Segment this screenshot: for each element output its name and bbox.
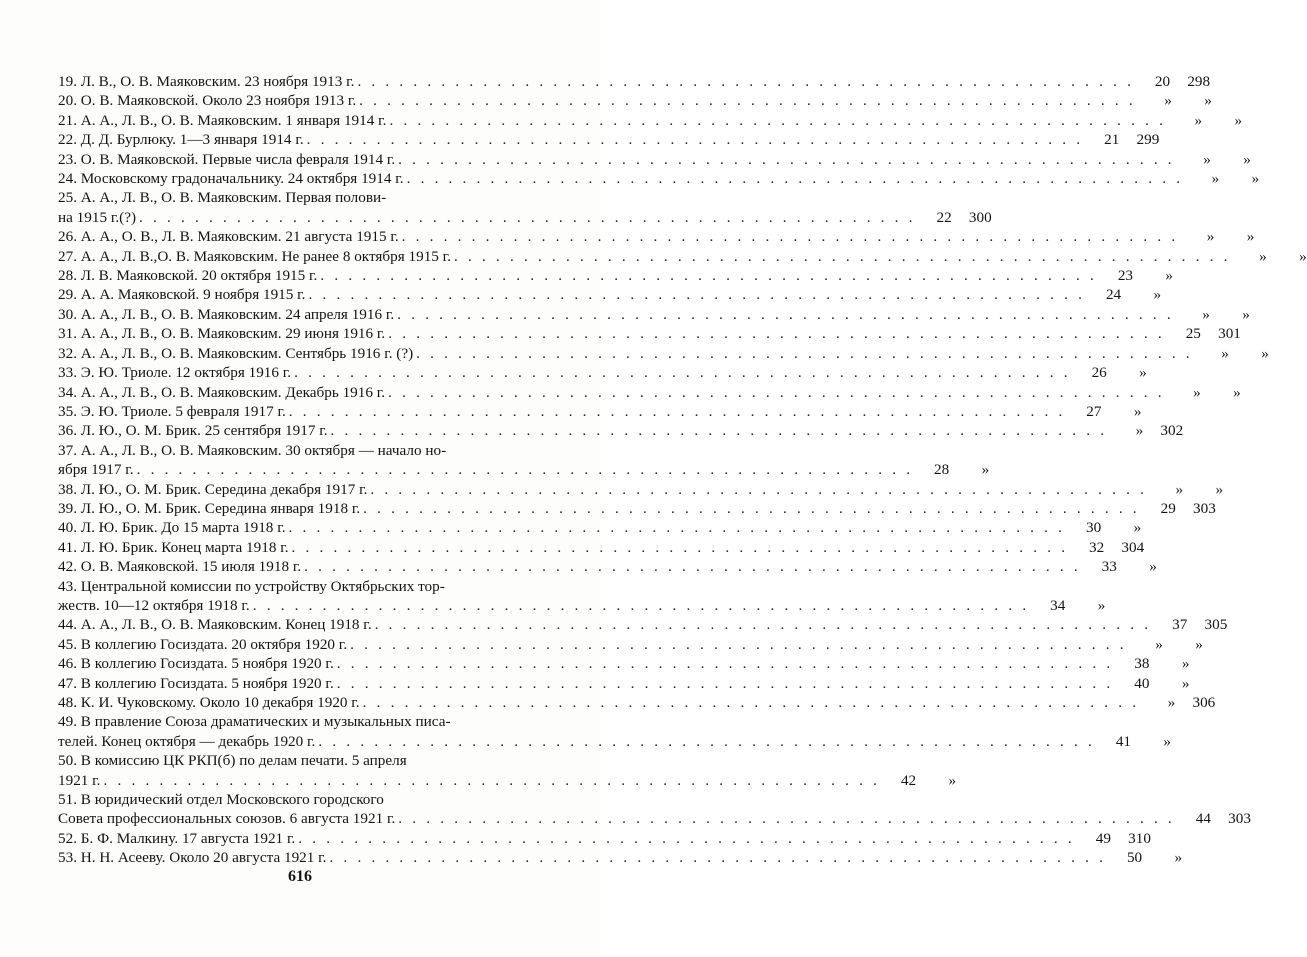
notes-page-number: » [1181,655,1190,673]
entry-title: 46. В коллегию Госиздата. 5 ноября 1920 г. [58,655,334,673]
letter-page-number: 25 [1185,325,1201,343]
entry-title: 53. Н. Н. Асееву. Около 20 августа 1921 г. [58,849,327,867]
dot-leader: . . . . . . . . . . . . . . . . . . . . . . . . . . . . . . . . . . . . . . . . . . . . . . . . . . . . . . . . [298,829,1075,847]
entry-row [58,130,1160,149]
letter-page-number: 32 [1089,538,1105,556]
letter-page-number: 50 [1126,849,1143,867]
dot-leader: . . . . . . . . . . . . . . . . . . . . . . . . . . . . . . . . . . . . . . . . . . . . . . . . . . . . . . . . [374,616,1152,634]
letter-page-number: 40 [1134,674,1150,692]
notes-page-number: » [1174,849,1183,867]
notes-page-number: 302 [1160,422,1184,440]
letter-page-number: 28 [934,461,950,479]
letter-page-number: » [1164,92,1172,110]
letter-page-number: » [1221,344,1229,362]
dot-leader: . . . . . . . . . . . . . . . . . . . . . . . . . . . . . . . . . . . . . . . . . . . . . . . . . . . . . . . . [330,422,1108,440]
notes-page-number: 300 [968,208,992,226]
entry-title: 36. Л. Ю., О. М. Брик. 25 сентября 1917 г. [58,422,328,440]
dot-leader: . . . . . . . . . . . . . . . . . . . . . . . . . . . . . . . . . . . . . . . . . . . . . . . . . . . . . . . . [357,73,1135,90]
letter-page-number: » [1211,170,1220,188]
notes-page-number: » [1299,247,1307,265]
letter-page-number: » [1135,422,1144,440]
letter-page-number: 20 [1154,73,1171,90]
letter-page-number: 30 [1085,519,1102,537]
letter-page-number: 33 [1101,558,1117,576]
letter-page-number: 42 [900,771,917,789]
dot-leader: . . . . . . . . . . . . . . . . . . . . . . . . . . . . . . . . . . . . . . . . . . . . . . . . . . . . . . . . [398,810,1175,828]
toc-entry [58,654,1190,673]
entry-row [58,285,1162,304]
notes-page-number: » [1139,364,1147,382]
toc-entry [58,111,1243,130]
notes-page-number: » [1153,286,1162,304]
entry-row [58,771,957,790]
entry-title: 47. В коллегию Госиздата. 5 ноября 1920 г. [58,674,334,692]
dot-leader: . . . . . . . . . . . . . . . . . . . . . . . . . . . . . . . . . . . . . . . . . . . . . . . . . . . . . . . . [288,519,1066,537]
notes-page-number: 303 [1193,499,1216,517]
notes-page-number: » [1133,519,1142,537]
entry-title: 41. Л. Ю. Брик. Конец марта 1918 г. [58,538,289,556]
notes-page-number: » [1242,305,1250,323]
entry-title: 34. А. А., Л. В., О. В. Маяковским. Декабрь 1916 г. [58,383,386,401]
entry-title: 33. Э. Ю. Триоле. 12 октября 1916 г. [58,364,292,382]
notes-page-number: » [1215,480,1224,498]
letter-page-number: » [1206,228,1215,246]
notes-page-number: 298 [1187,73,1211,90]
notes-page-number: » [1234,111,1243,129]
toc-entry [58,499,1216,518]
dot-leader: . . . . . . . . . . . . . . . . . . . . . . . . . . . . . . . . . . . . . . . . . . . . . . . . . . . . . . . . [397,305,1174,323]
entry-title: 38. Л. Ю., О. М. Брик. Середина декабря 1917 г. [58,480,368,498]
toc-entry [58,518,1142,537]
entry-text-line: 25. А. А., Л. В., О. В. Маяковским. Первая полови- [58,189,387,207]
entry-title: 40. Л. Ю. Брик. До 15 марта 1918 г. [58,519,286,537]
entry-title: 31. А. А., Л. В., О. В. Маяковским. 29 июня 1916 г. [58,325,386,343]
toc-entry [58,266,1173,285]
dot-leader: . . . . . . . . . . . . . . . . . . . . . . . . . . . . . . . . . . . . . . . . . . . . . . . . . . . . . . . . [363,499,1140,517]
entry-row [58,557,1157,576]
entry-title: Совета профессиональных союзов. 6 августа 1921 г. [58,810,396,828]
notes-page-number: » [1243,150,1251,168]
toc-entry [58,188,992,227]
entry-title: 44. А. А., Л. В., О. В. Маяковским. Конец 1918 г. [58,616,372,634]
entry-title: телей. Конец октября — декабрь 1920 г. [58,732,316,750]
notes-page-number: » [1246,228,1255,246]
notes-page-number: » [1163,732,1172,750]
notes-page-number: » [1195,635,1203,653]
dot-leader: . . . . . . . . . . . . . . . . . . . . . . . . . . . . . . . . . . . . . . . . . . . . . . . . . . . . . . . . [320,267,1097,285]
entry-row [58,324,1241,343]
letter-page-number: 24 [1105,286,1122,304]
entry-row [58,208,992,227]
entry-title: 52. Б. Ф. Малкину. 17 августа 1921 г. [58,829,296,847]
dot-leader: . . . . . . . . . . . . . . . . . . . . . . . . . . . . . . . . . . . . . . . . . . . . . . . . . . . . . . . . [318,732,1096,750]
entry-row [58,150,1251,169]
entry-title: 39. Л. Ю., О. М. Брик. Середина января 1918 г. [58,499,361,517]
letter-page-number: » [1193,383,1201,401]
entry-row [58,111,1243,130]
toc-entry [58,305,1250,324]
notes-page-number: » [981,461,990,479]
dot-leader: . . . . . . . . . . . . . . . . . . . . . . . . . . . . . . . . . . . . . . . . . . . . . . . . . . . . . . . . [103,771,881,789]
entry-row [58,344,1269,363]
toc-entry [58,421,1184,440]
dot-leader: . . . . . . . . . . . . . . . . . . . . . . . . . . . . . . . . . . . . . . . . . . . . . . . . . . . . . . . . [401,228,1179,246]
notes-page-number: 306 [1192,694,1216,711]
entry-title: 48. К. И. Чуковскому. Около 10 декабря 1920 г. [58,694,360,711]
entry-title: 35. Э. Ю. Триоле. 5 февраля 1917 г. [58,402,286,420]
toc-entry [58,441,990,480]
toc-entry [58,577,1106,616]
toc-entry [58,751,957,790]
table-of-contents [58,72,1307,868]
entry-row [58,460,990,479]
dot-leader: . . . . . . . . . . . . . . . . . . . . . . . . . . . . . . . . . . . . . . . . . . . . . . . . . . . . . . . . [336,655,1114,673]
dot-leader: . . . . . . . . . . . . . . . . . . . . . . . . . . . . . . . . . . . . . . . . . . . . . . . . . . . . . . . . [416,344,1193,362]
entry-row [58,848,1183,867]
dot-leader: . . . . . . . . . . . . . . . . . . . . . . . . . . . . . . . . . . . . . . . . . . . . . . . . . . . . . . . . [370,480,1148,498]
letter-page-number: 22 [936,208,952,226]
entry-row [58,247,1307,266]
entry-title: 32. А. А., Л. В., О. В. Маяковским. Сентябрь 1916 г. (?) [58,344,414,362]
toc-entry [58,538,1145,557]
entry-text-line: 50. В комиссию ЦК РКП(б) по делам печати. 5 апреля [58,752,407,770]
dot-leader: . . . . . . . . . . . . . . . . . . . . . . . . . . . . . . . . . . . . . . . . . . . . . . . . . . . . . . . . [139,208,916,226]
dot-leader: . . . . . . . . . . . . . . . . . . . . . . . . . . . . . . . . . . . . . . . . . . . . . . . . . . . . . . . . [288,402,1066,420]
entry-title: жеств. 10—12 октября 1918 г. [58,596,250,614]
entry-row [58,72,1211,91]
entry-row [58,829,1151,848]
notes-page-number: 310 [1128,829,1151,847]
letter-page-number: » [1202,305,1210,323]
letter-page-number: » [1155,635,1163,653]
toc-entry [58,848,1183,867]
dot-leader: . . . . . . . . . . . . . . . . . . . . . . . . . . . . . . . . . . . . . . . . . . . . . . . . . . . . . . . . [359,92,1136,110]
letter-page-number: 44 [1195,810,1211,828]
letter-page-number: 41 [1115,732,1132,750]
toc-entry [58,324,1241,343]
notes-page-number: » [1251,170,1260,188]
entry-title: 24. Московскому градоначальнику. 24 октября 1914 г. [58,170,404,188]
notes-page-number: » [1165,267,1173,285]
dot-leader: . . . . . . . . . . . . . . . . . . . . . . . . . . . . . . . . . . . . . . . . . . . . . . . . . . . . . . . . [252,596,1030,614]
toc-entry [58,344,1269,363]
letter-page-number: 27 [1086,402,1102,420]
notes-page-number: » [1261,344,1269,362]
toc-entry [58,363,1147,382]
dot-leader: . . . . . . . . . . . . . . . . . . . . . . . . . . . . . . . . . . . . . . . . . . . . . . . . . . . . . . . . [329,849,1107,867]
notes-page-number: 301 [1218,325,1241,343]
notes-page-number: 303 [1228,810,1251,828]
toc-entry [58,674,1190,693]
toc-entry [58,247,1307,266]
toc-entry [58,130,1160,149]
letter-page-number: 29 [1160,499,1176,517]
letter-page-number: » [1194,111,1203,129]
entry-row [58,480,1224,499]
toc-entry [58,150,1251,169]
entry-row [58,635,1203,654]
entry-title: 21. А. А., Л. В., О. В. Маяковским. 1 января 1914 г. [58,111,387,129]
toc-entry [58,72,1211,91]
letter-page-number: 21 [1104,131,1120,149]
entry-row [58,169,1260,188]
entry-title: на 1915 г.(?) [58,208,137,226]
entry-text-line: 43. Центральной комиссии по устройству Октябрьских тор- [58,577,445,595]
dot-leader: . . . . . . . . . . . . . . . . . . . . . . . . . . . . . . . . . . . . . . . . . . . . . . . . . . . . . . . . [388,383,1165,401]
dot-leader: . . . . . . . . . . . . . . . . . . . . . . . . . . . . . . . . . . . . . . . . . . . . . . . . . . . . . . . . [304,558,1081,576]
letter-page-number: » [1259,247,1267,265]
toc-entry [58,829,1151,848]
entry-row [58,809,1251,828]
entry-title: ября 1917 г. [58,461,134,479]
letter-page-number: » [1175,480,1184,498]
letter-page-number: » [1203,150,1211,168]
entry-title: 28. Л. В. Маяковской. 20 октября 1915 г. [58,267,318,285]
notes-page-number: » [948,771,957,789]
toc-entry [58,557,1157,576]
entry-row [58,615,1228,634]
page-number: 616 [288,868,312,885]
entry-row [58,305,1250,324]
letter-page-number: 38 [1134,655,1150,673]
toc-entry [58,227,1255,246]
toc-entry [58,712,1172,751]
letter-page-number: 26 [1091,364,1107,382]
entry-row [58,383,1241,402]
entry-row [58,363,1147,382]
entry-title: 42. О. В. Маяковской. 15 июля 1918 г. [58,558,302,576]
toc-entry [58,693,1216,712]
entry-title: 45. В коллегию Госиздата. 20 октября 1920 г. [58,635,348,653]
entry-row [58,538,1145,557]
entry-title: 26. А. А., О. В., Л. В. Маяковским. 21 августа 1915 г. [58,228,399,246]
entry-title: 22. Д. Д. Бурлюку. 1—3 января 1914 г. [58,131,304,149]
entry-row [58,266,1173,285]
notes-page-number: 299 [1136,131,1160,149]
entry-text-line: 37. А. А., Л. В., О. В. Маяковским. 30 октября — начало но- [58,441,447,459]
dot-leader: . . . . . . . . . . . . . . . . . . . . . . . . . . . . . . . . . . . . . . . . . . . . . . . . . . . . . . . . [388,325,1165,343]
notes-page-number: 304 [1121,538,1145,556]
dot-leader: . . . . . . . . . . . . . . . . . . . . . . . . . . . . . . . . . . . . . . . . . . . . . . . . . . . . . . . . [454,247,1231,265]
entry-row [58,732,1172,751]
dot-leader: . . . . . . . . . . . . . . . . . . . . . . . . . . . . . . . . . . . . . . . . . . . . . . . . . . . . . . . . [350,635,1127,653]
dot-leader: . . . . . . . . . . . . . . . . . . . . . . . . . . . . . . . . . . . . . . . . . . . . . . . . . . . . . . . . [294,364,1071,382]
toc-entry [58,169,1260,188]
letter-page-number: 34 [1050,596,1066,614]
entry-row [58,421,1184,440]
dot-leader: . . . . . . . . . . . . . . . . . . . . . . . . . . . . . . . . . . . . . . . . . . . . . . . . . . . . . . . . [306,131,1084,149]
entry-row [58,91,1212,110]
toc-entry [58,91,1212,110]
entry-title: 20. О. В. Маяковской. Около 23 ноября 1913 г. [58,92,357,110]
toc-entry [58,635,1203,654]
entry-title: 1921 г. [58,771,101,789]
letter-page-number: » [1167,694,1176,711]
entry-row [58,402,1142,421]
entry-row [58,499,1216,518]
notes-page-number: 305 [1204,616,1228,634]
entry-row [58,596,1106,615]
toc-entry [58,480,1224,499]
notes-page-number: » [1149,558,1157,576]
toc-entry [58,383,1241,402]
entry-row [58,227,1255,246]
toc-entry [58,402,1142,421]
dot-leader: . . . . . . . . . . . . . . . . . . . . . . . . . . . . . . . . . . . . . . . . . . . . . . . . . . . . . . . . [136,461,914,479]
dot-leader: . . . . . . . . . . . . . . . . . . . . . . . . . . . . . . . . . . . . . . . . . . . . . . . . . . . . . . . . [291,538,1069,556]
notes-page-number: » [1133,402,1142,420]
entry-row [58,693,1216,712]
notes-page-number: » [1181,674,1190,692]
entry-text-line: 49. В правление Союза драматических и музыкальных писа- [58,713,451,731]
entry-title: 23. О. В. Маяковской. Первые числа февраля 1914 г. [58,150,396,168]
entry-text-line: 51. В юридический отдел Московского городского [58,791,384,809]
entry-title: 19. Л. В., О. В. Маяковским. 23 ноября 1913 г. [58,73,355,90]
toc-entry [58,790,1251,829]
letter-page-number: 37 [1172,616,1188,634]
notes-page-number: » [1233,383,1241,401]
letter-page-number: 49 [1095,829,1111,847]
dot-leader: . . . . . . . . . . . . . . . . . . . . . . . . . . . . . . . . . . . . . . . . . . . . . . . . . . . . . . . . [336,674,1114,692]
dot-leader: . . . . . . . . . . . . . . . . . . . . . . . . . . . . . . . . . . . . . . . . . . . . . . . . . . . . . . . . [406,170,1184,188]
entry-row [58,654,1190,673]
entry-row [58,674,1190,693]
letter-page-number: 23 [1117,267,1133,285]
entry-row [58,518,1142,537]
toc-entry [58,615,1228,634]
dot-leader: . . . . . . . . . . . . . . . . . . . . . . . . . . . . . . . . . . . . . . . . . . . . . . . . . . . . . . . . [362,694,1140,711]
toc-entry [58,285,1162,304]
entry-title: 30. А. А., Л. В., О. В. Маяковским. 24 апреля 1916 г. [58,305,395,323]
dot-leader: . . . . . . . . . . . . . . . . . . . . . . . . . . . . . . . . . . . . . . . . . . . . . . . . . . . . . . . . [389,111,1167,129]
entry-title: 29. А. А. Маяковской. 9 ноября 1915 г. [58,286,306,304]
notes-page-number: » [1204,92,1212,110]
dot-leader: . . . . . . . . . . . . . . . . . . . . . . . . . . . . . . . . . . . . . . . . . . . . . . . . . . . . . . . . [398,150,1175,168]
dot-leader: . . . . . . . . . . . . . . . . . . . . . . . . . . . . . . . . . . . . . . . . . . . . . . . . . . . . . . . . [308,286,1086,304]
notes-page-number: » [1097,596,1106,614]
entry-title: 27. А. А., Л. В.,О. В. Маяковским. Не ранее 8 октября 1915 г. [58,247,451,265]
